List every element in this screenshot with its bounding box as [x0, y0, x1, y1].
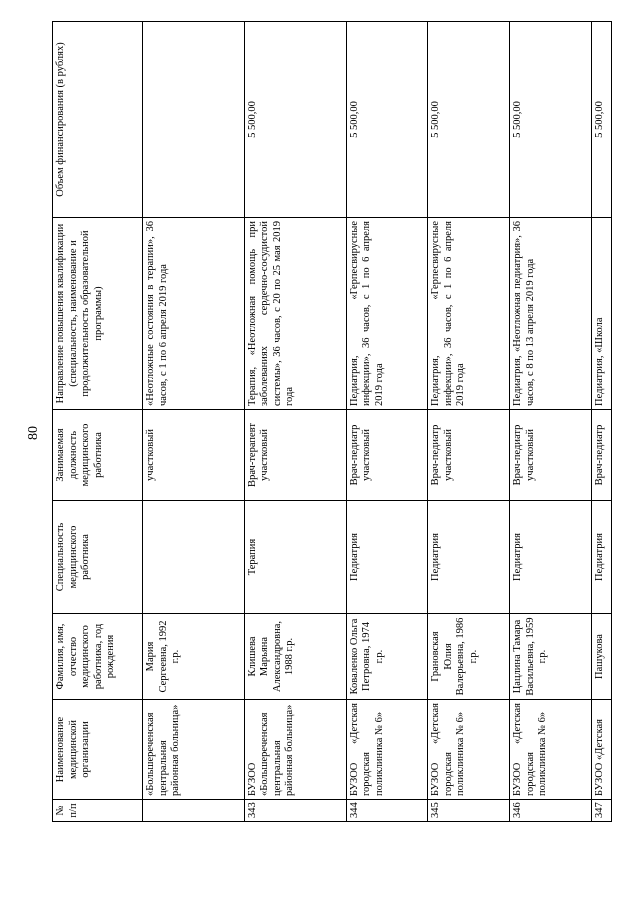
cell-direction: Педиатрия, «Герпесвирусные инфекции», 36 часов, с 1 по 6 апреля 2019 года [428, 218, 510, 410]
cell-num: 345 [428, 800, 510, 822]
cell-spec: Терапия [244, 501, 346, 614]
training-table [52, 21, 612, 822]
rotated-table-wrapper [52, 22, 612, 822]
cell-funding [143, 22, 245, 218]
header-org: Наименование медицинской организации [53, 700, 143, 800]
table-row [510, 22, 592, 822]
cell-name: Мария Сергеевна, 1992 г.р. [143, 614, 245, 700]
header-row [53, 22, 143, 822]
header-funding: Объем финансирования (в рублях) [53, 22, 143, 218]
cell-position: Врач-педиатр участковый [510, 410, 592, 501]
cell-funding: 5 500,00 [510, 22, 592, 218]
cell-spec [143, 501, 245, 614]
table-row [428, 22, 510, 822]
header-num: № п/п [53, 800, 143, 822]
cell-org: БУЗОО «Детская городская поликлиника № 6» [428, 700, 510, 800]
cell-name: Клишева Марьяна Александровна, 1988 г.р. [244, 614, 346, 700]
cell-funding: 5 500,00 [591, 22, 611, 218]
cell-position: Врач-терапевт участковый [244, 410, 346, 501]
cell-num: 347 [591, 800, 611, 822]
cell-direction: Педиатрия, «Школа [591, 218, 611, 410]
cell-spec: Педиатрия [428, 501, 510, 614]
cell-position: Врач-педиатр [591, 410, 611, 501]
cell-funding: 5 500,00 [244, 22, 346, 218]
header-name: Фамилия, имя, отчество медицинского работника, год рождения [53, 614, 143, 700]
cell-direction: Педиатрия, «Неотложная педиатрия», 36 часов, с 8 по 13 апреля 2019 года [510, 218, 592, 410]
cell-org: «Большереченская центральная районная больница» [143, 700, 245, 800]
cell-num: 343 [244, 800, 346, 822]
cell-name: Грановская Юлия Валерьевна, 1986 г.р. [428, 614, 510, 700]
table-row [244, 22, 346, 822]
cell-spec: Педиатрия [591, 501, 611, 614]
cell-name: Пашукова [591, 614, 611, 700]
cell-position: Врач-педиатр участковый [428, 410, 510, 501]
cell-num: 344 [346, 800, 428, 822]
cell-org: БУЗОО «Детская городская поликлиника № 6» [346, 700, 428, 800]
header-position: Занимаемая должность медицинского работника [53, 410, 143, 501]
cell-name: Коваленко Ольга Петровна, 1974 г.р. [346, 614, 428, 700]
cell-position: Врач-педиатр участковый [346, 410, 428, 501]
cell-org: БУЗОО «Большереченская центральная районная больница» [244, 700, 346, 800]
cell-org: БУЗОО «Детская [591, 700, 611, 800]
table-row [591, 22, 611, 822]
cell-num: 346 [510, 800, 592, 822]
cell-num [143, 800, 245, 822]
page-number: 80 [26, 426, 41, 440]
table-row [346, 22, 428, 822]
cell-name: Цацлина Тамара Васильевна, 1959 г.р. [510, 614, 592, 700]
cell-funding: 5 500,00 [428, 22, 510, 218]
cell-spec: Педиатрия [346, 501, 428, 614]
table-row [143, 22, 245, 822]
header-direction: Направление повышения квалификации (специальность, наименование и продолжительность образовательной программы) [53, 218, 143, 410]
cell-direction: Педиатрия, «Герпесвирусные инфекции», 36 часов, с 1 по 6 апреля 2019 года [346, 218, 428, 410]
cell-funding: 5 500,00 [346, 22, 428, 218]
cell-direction: «Неотложные состояния в терапии», 36 часов, с 1 по 6 апреля 2019 года [143, 218, 245, 410]
header-spec: Специальность медицинского работника [53, 501, 143, 614]
cell-direction: Терапия, «Неотложная помощь при заболеваниях сердечно-сосудистой системы», 36 часов, с 20 по 25 мая 2019 года [244, 218, 346, 410]
cell-spec: Педиатрия [510, 501, 592, 614]
cell-org: БУЗОО «Детская городская поликлиника № 6» [510, 700, 592, 800]
cell-position: участковый [143, 410, 245, 501]
